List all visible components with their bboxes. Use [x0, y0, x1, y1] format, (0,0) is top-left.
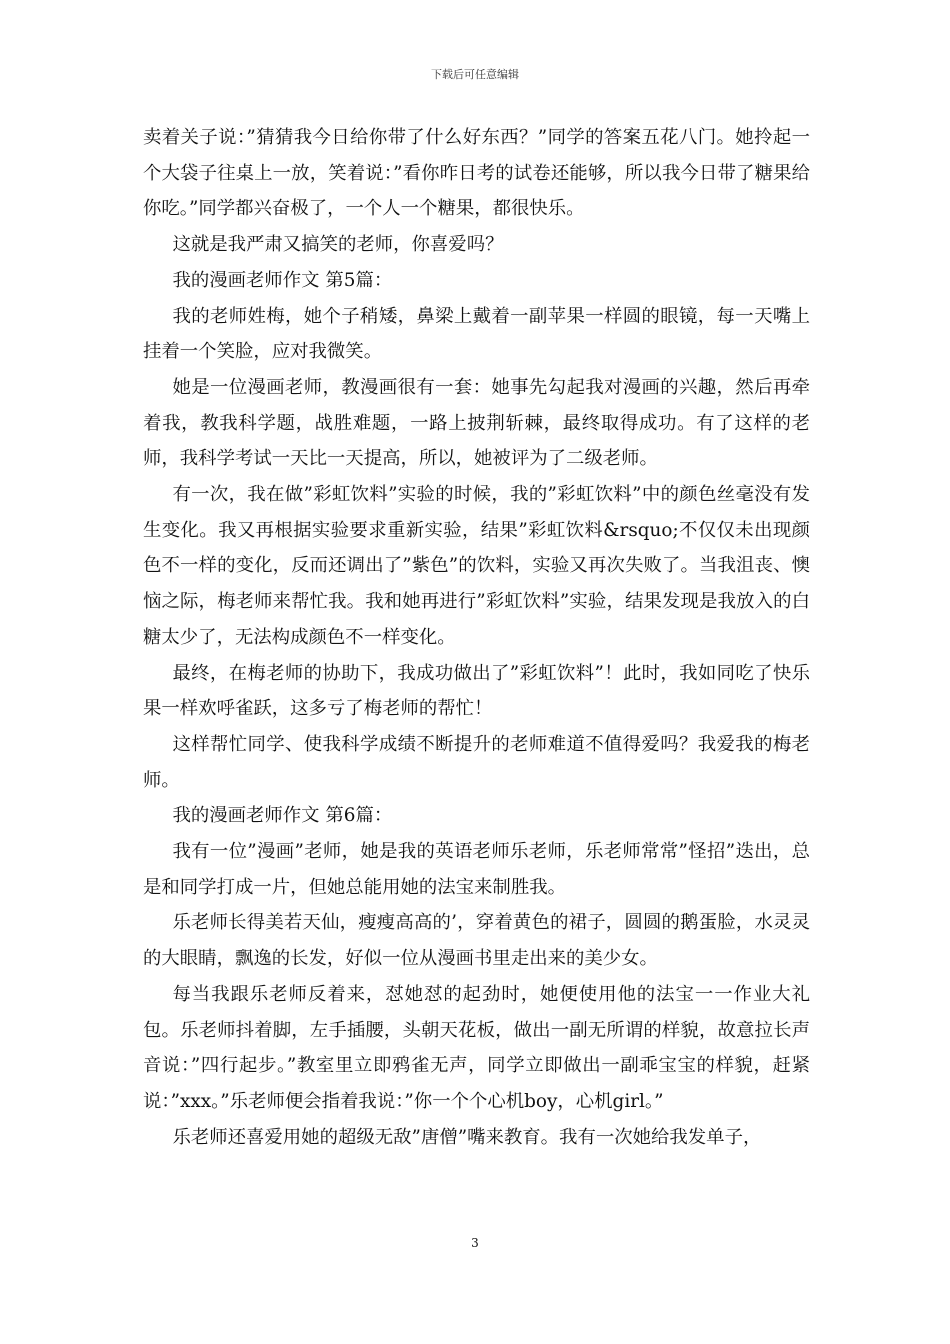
paragraph: 这就是我严肃又搞笑的老师，你喜爱吗？: [172, 234, 504, 256]
paragraph: 她是一位漫画老师，教漫画很有一套：她事先勾起我对漫画的兴趣，然后再牵着我，教我科学题，战胜难题，一路上披荆斩棘，最终取得成功。有了这样的老师，我科学考试一天比一天提高，所以，她被评为了二级老师。: [143, 376, 810, 470]
paragraph: 有一次，我在做”彩虹饮料”实验的时候，我的”彩虹饮料”中的颜色丝毫没有发生变化。我又再根据实验要求重新实验，结果”彩虹饮料&rsquo;不仅仅未出现颜色不一样的变化，反而还调出了”紫色”的饮料，实验又再次失败了。当我沮丧、懊恼之际，梅老师来帮忙我。我和她再进行”彩虹饮料”实验，结果发现是我放入的白糖太少了，无法构成颜色不一样变化。: [143, 484, 810, 648]
document-body: [143, 120, 810, 1155]
paragraph: 这样帮忙同学、使我科学成绩不断提升的老师难道不值得爱吗？我爱我的梅老师。: [143, 733, 810, 791]
paragraph: 我的老师姓梅，她个子稍矮，鼻梁上戴着一副苹果一样圆的眼镜，每一天嘴上挂着一个笑脸，应对我微笑。: [143, 305, 810, 363]
paragraph: 乐老师长得美若天仙，瘦瘦高高的’，穿着黄色的裙子，圆圆的鹅蛋脸，水灵灵的大眼睛，飘逸的长发，好似一位从漫画书里走出来的美少女。: [143, 912, 810, 970]
paragraph: 每当我跟乐老师反着来，怼她怼的起劲时，她便使用他的法宝一一作业大礼包。乐老师抖着脚，左手插腰，头朝天花板，做出一副无所谓的样貌，故意拉长声音说：”四行起步。”教室里立即鸦雀无声，同学立即做出一副乖宝宝的样貌，赶紧说：”xxx。”乐老师便会指着我说：”你一个个心机boy，心机girl。”: [143, 983, 810, 1112]
paragraph: 卖着关子说：”猜猜我今日给你带了什么好东西？”同学的答案五花八门。她拎起一个大袋子往桌上一放，笑着说：”看你昨日考的试卷还能够，所以我今日带了糖果给你吃。”同学都兴奋极了，一个人一个糖果，都很快乐。: [143, 127, 810, 220]
page-number: 3: [471, 1236, 479, 1250]
paragraph: 我的漫画老师作文 第6篇：: [172, 805, 393, 827]
paragraph: 最终，在梅老师的协助下，我成功做出了”彩虹饮料”！此时，我如同吃了快乐果一样欢呼雀跃，这多亏了梅老师的帮忙！: [143, 662, 810, 720]
paragraph: 我的漫画老师作文 第5篇：: [172, 269, 393, 291]
paragraph: 乐老师还喜爱用她的超级无敌”唐僧”嘴来教育。我有一次她给我发单子，: [172, 1126, 762, 1148]
page-header: 下载后可任意编辑: [431, 68, 519, 81]
paragraph: 我有一位”漫画”老师，她是我的英语老师乐老师，乐老师常常”怪招”迭出，总是和同学打成一片，但她总能用她的法宝来制胜我。: [143, 841, 810, 898]
